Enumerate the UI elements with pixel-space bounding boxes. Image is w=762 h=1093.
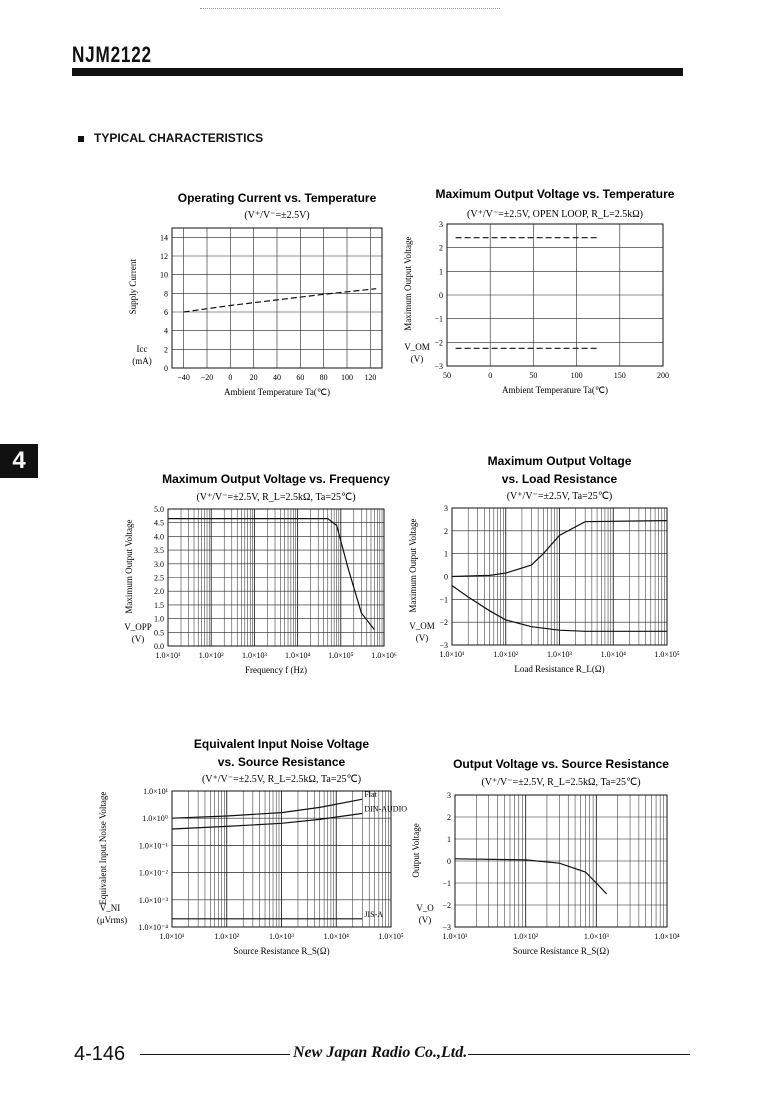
x-tick-label: 100	[341, 373, 353, 382]
plot-frame	[447, 224, 663, 366]
y-tick-label: 1.0	[154, 614, 164, 624]
y-tick-label: 4.0	[154, 532, 164, 542]
x-tick-label: 1.0×10¹	[439, 650, 465, 659]
x-tick-label: 0	[228, 373, 233, 382]
part-number: NJM2122	[72, 42, 152, 67]
series-label: DIN-AUDIO	[364, 804, 408, 814]
plot-frame	[172, 791, 391, 927]
y-tick-label: 3.5	[154, 546, 164, 556]
section-title-text: TYPICAL CHARACTERISTICS	[94, 131, 264, 145]
y-unit-symbol: V_OPP	[124, 622, 152, 632]
y-tick-label: 1.0×10⁻⁴	[138, 923, 168, 932]
x-tick-label: −40	[177, 373, 190, 382]
y-tick-label: −3	[434, 362, 443, 371]
x-tick-label: 1.0×10¹	[155, 651, 181, 660]
top-dotted-line	[200, 8, 500, 9]
y-unit-symbol: V_NI	[99, 903, 121, 913]
x-axis-label: Load Resistance R_L(Ω)	[514, 664, 605, 674]
y-tick-label: −1	[442, 879, 451, 888]
series-line	[452, 521, 667, 577]
chapter-tab: 4	[0, 444, 38, 478]
y-tick-label: 2.0	[154, 587, 164, 597]
series-line	[172, 813, 362, 829]
x-tick-label: 20	[249, 373, 258, 382]
y-tick-label: 4	[164, 326, 168, 336]
y-tick-label: 14	[160, 233, 168, 243]
x-tick-label: 120	[364, 373, 377, 382]
x-tick-label: 1.0×10⁵	[328, 651, 354, 660]
x-tick-label: 50	[529, 371, 538, 380]
header-bar	[72, 68, 683, 76]
x-tick-label: 1.0×10¹	[442, 932, 468, 941]
y-unit-symbol: V_OM	[404, 342, 430, 352]
x-tick-label: 1.0×10²	[198, 651, 224, 660]
x-tick-label: 1.0×10¹	[159, 932, 185, 941]
x-tick-label: 1.0×10³	[241, 651, 267, 660]
x-tick-label: 1.0×10²	[513, 932, 539, 941]
x-tick-label: 1.0×10⁶	[371, 651, 397, 660]
chart-title: Operating Current vs. Temperature	[177, 191, 377, 205]
y-tick-label: 1.5	[154, 600, 164, 610]
y-unit: (mA)	[132, 356, 152, 366]
chart-title-line2: vs. Load Resistance	[501, 472, 618, 486]
x-tick-label: 80	[319, 373, 328, 382]
series-label: Flat	[364, 790, 377, 800]
y-tick-label: 0	[164, 364, 168, 373]
y-tick-label: 2.5	[154, 573, 164, 583]
series-line	[172, 799, 362, 818]
y-tick-label: −2	[442, 901, 451, 910]
x-tick-label: 150	[613, 371, 626, 380]
series-label: JIS-A	[364, 909, 384, 919]
y-axis-label: Supply Current	[128, 259, 138, 315]
y-axis-label: Maximum Output Voltage	[403, 236, 413, 331]
y-tick-label: 10	[160, 270, 168, 280]
chart-title-line2: vs. Source Resistance	[217, 755, 346, 769]
y-tick-label: 1.0×10⁰	[142, 814, 168, 824]
y-tick-label: 2	[164, 345, 168, 355]
y-tick-label: 3.0	[154, 559, 164, 569]
series-line	[455, 859, 607, 894]
x-tick-label: 1.0×10⁴	[654, 932, 680, 941]
x-tick-label: 1.0×10³	[583, 932, 609, 941]
y-axis-label: Maximum Output Voltage	[408, 518, 418, 613]
y-axis-label: Output Voltage	[411, 823, 421, 878]
y-tick-label: 0.0	[154, 642, 164, 651]
series-line	[168, 519, 374, 630]
x-tick-label: 200	[657, 371, 669, 380]
y-tick-label: −1	[434, 314, 443, 324]
chart-title: Equivalent Input Noise Voltage	[193, 737, 370, 751]
y-tick-label: 0.5	[154, 628, 164, 638]
y-tick-label: 1	[444, 549, 448, 559]
y-tick-label: 4.5	[154, 518, 164, 528]
y-tick-label: 2	[444, 526, 448, 536]
chart-subtitle: (V⁺/V⁻=±2.5V)	[244, 210, 310, 221]
y-tick-label: −2	[434, 338, 443, 348]
x-tick-label: 1.0×10⁵	[378, 932, 404, 941]
y-tick-label: −2	[439, 618, 448, 628]
y-tick-label: 5.0	[154, 505, 164, 514]
x-axis-label: Frequency f (Hz)	[245, 665, 307, 675]
y-tick-label: 0	[447, 857, 451, 866]
x-tick-label: 1.0×10⁵	[654, 650, 680, 659]
x-axis-label: Ambient Temperature Ta(℃)	[502, 385, 608, 395]
chart-title: Maximum Output Voltage vs. Temperature	[435, 187, 675, 201]
bullet-icon	[78, 136, 84, 142]
chart-title: Maximum Output Voltage vs. Frequency	[162, 472, 390, 486]
y-tick-label: 6	[164, 308, 168, 317]
footer-rule-right	[468, 1054, 690, 1055]
y-tick-label: 1	[439, 267, 443, 277]
x-axis-label: Ambient Temperature Ta(℃)	[224, 387, 330, 397]
chart-subtitle: (V⁺/V⁻=±2.5V, R_L=2.5kΩ, Ta=25℃)	[201, 774, 362, 785]
y-tick-label: 3	[447, 791, 451, 800]
y-unit-symbol: Icc	[136, 344, 148, 354]
y-axis-label: Equivalent Input Noise Voltage	[98, 791, 108, 905]
chart-title: Output Voltage vs. Source Resistance	[453, 757, 669, 771]
y-tick-label: 0	[439, 291, 443, 300]
y-tick-label: 1.0×10¹	[143, 787, 168, 796]
y-unit-symbol: V_O	[416, 903, 434, 913]
chart-subtitle: (V⁺/V⁻=±2.5V, R_L=2.5kΩ, Ta=25℃)	[481, 777, 641, 788]
footer-rule-left	[140, 1054, 290, 1055]
series-line	[184, 289, 377, 312]
y-unit: (V)	[418, 915, 432, 925]
chart-subtitle: (V⁺/V⁻=±2.5V, OPEN LOOP, R_L=2.5kΩ)	[467, 209, 643, 220]
x-tick-label: 1.0×10⁴	[284, 651, 311, 660]
page-number: 4-146	[74, 1043, 126, 1065]
y-tick-label: 12	[160, 252, 168, 261]
y-tick-label: 1	[447, 835, 451, 844]
chart-subtitle: (V⁺/V⁻=±2.5V, Ta=25℃)	[506, 491, 613, 502]
x-tick-label: 1.0×10⁴	[323, 932, 349, 941]
y-unit-symbol: V_OM	[409, 621, 435, 631]
x-tick-label: 100	[570, 371, 583, 380]
y-unit: (μVrms)	[96, 915, 128, 925]
y-tick-label: −1	[439, 595, 448, 605]
y-tick-label: 3	[444, 504, 448, 513]
y-tick-label: 0	[444, 572, 448, 582]
y-unit: (V)	[131, 634, 145, 644]
y-tick-label: 8	[164, 289, 168, 299]
series-line	[452, 586, 667, 632]
y-axis-label: Maximum Output Voltage	[124, 519, 134, 614]
plot-frame	[452, 508, 667, 645]
plot-frame	[172, 228, 382, 368]
x-tick-label: 1.0×10²	[214, 932, 240, 941]
y-tick-label: 1.0×10⁻²	[138, 868, 168, 878]
x-tick-label: −20	[200, 373, 214, 382]
y-tick-label: 1.0×10⁻¹	[138, 841, 168, 851]
x-tick-label: 0	[488, 371, 493, 380]
y-tick-label: 1.0×10⁻³	[138, 895, 168, 905]
company-name: New Japan Radio Co.,Ltd.	[293, 1044, 468, 1061]
x-tick-label: 60	[296, 373, 305, 382]
x-tick-label: 50	[443, 371, 451, 380]
x-tick-label: 1.0×10⁴	[600, 650, 626, 659]
y-tick-label: −3	[442, 923, 451, 932]
y-tick-label: 3	[439, 220, 443, 229]
plot-frame	[168, 509, 384, 646]
x-axis-label: Source Resistance R_S(Ω)	[233, 946, 330, 956]
x-tick-label: 1.0×10²	[493, 650, 519, 659]
y-tick-label: −3	[439, 641, 448, 650]
section-title	[78, 131, 263, 145]
x-tick-label: 1.0×10³	[269, 932, 294, 941]
y-unit: (V)	[410, 354, 424, 364]
x-tick-label: 40	[273, 373, 281, 382]
x-tick-label: 1.0×10³	[547, 650, 572, 659]
y-tick-label: 2	[439, 243, 443, 253]
y-unit: (V)	[415, 633, 429, 643]
plot-frame	[455, 795, 667, 927]
chart-subtitle: (V⁺/V⁻=±2.5V, R_L=2.5kΩ, Ta=25℃)	[196, 492, 356, 503]
y-tick-label: 2	[447, 813, 451, 822]
chart-title: Maximum Output Voltage	[487, 454, 632, 468]
x-axis-label: Source Resistance R_S(Ω)	[512, 946, 610, 956]
